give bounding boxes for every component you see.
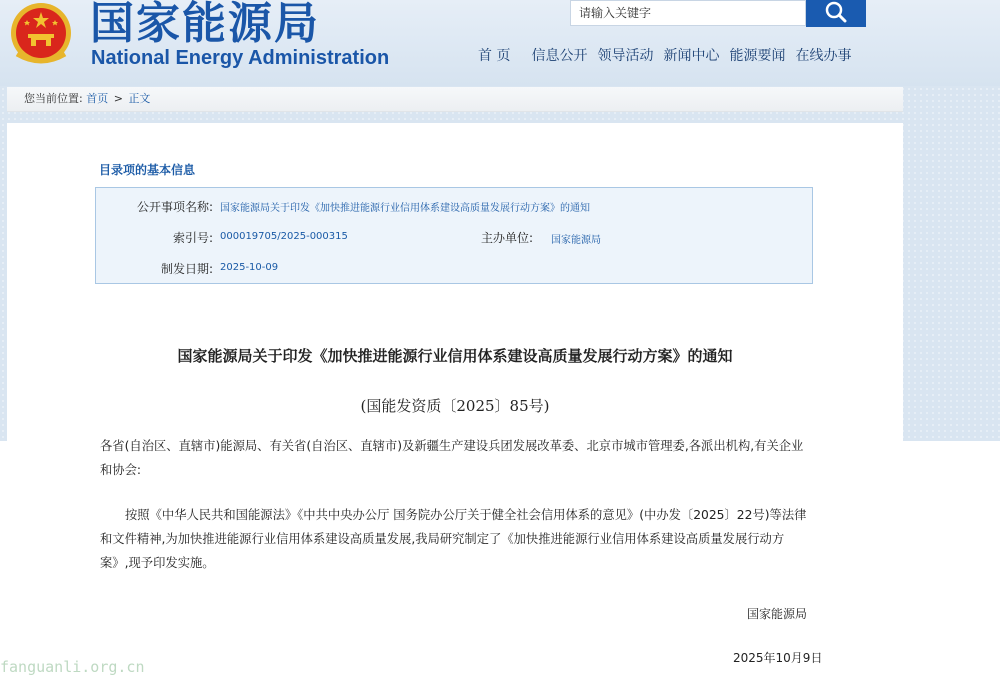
breadcrumb-home-link[interactable]: 首页 xyxy=(86,92,109,105)
index-value: 000019705/2025-000315 xyxy=(220,231,348,242)
search-button[interactable] xyxy=(806,0,866,27)
info-heading: 目录项的基本信息 xyxy=(99,163,196,177)
document-number: (国能发资质〔2025〕85号) xyxy=(360,397,550,415)
date-value: 2025-10-09 xyxy=(220,262,279,273)
site-title-english[interactable]: National Energy Administration xyxy=(91,47,390,69)
search-input[interactable] xyxy=(570,0,806,26)
info-table xyxy=(95,187,813,284)
nav-news-center[interactable]: 新闻中心 xyxy=(663,48,720,64)
site-title[interactable]: 国家能源局 xyxy=(90,0,320,49)
breadcrumb-separator: > xyxy=(113,92,123,105)
breadcrumb xyxy=(7,87,903,112)
nav-online-services[interactable]: 在线办事 xyxy=(795,48,852,64)
search-icon xyxy=(823,1,849,23)
sponsor-label: 主办单位: xyxy=(480,231,533,245)
item-name-label: 公开事项名称: xyxy=(136,200,213,214)
main-nav xyxy=(478,46,861,66)
sponsor-value: 国家能源局 xyxy=(551,235,601,246)
index-label: 索引号: xyxy=(172,231,213,245)
item-name-value: 国家能源局关于印发《加快推进能源行业信用体系建设高质量发展行动方案》的通知 xyxy=(220,203,590,214)
document-signature: 国家能源局 xyxy=(747,607,808,621)
date-label: 制发日期: xyxy=(160,262,213,276)
breadcrumb-current[interactable]: 正文 xyxy=(128,92,151,105)
site-header xyxy=(0,0,1000,86)
national-emblem-icon[interactable] xyxy=(7,2,75,66)
document-date: 2025年10月9日 xyxy=(733,651,823,665)
nav-info-disclosure[interactable]: 信息公开 xyxy=(531,48,588,64)
watermark-text: fanguanli.org.cn xyxy=(0,658,145,676)
nav-home[interactable]: 首 页 xyxy=(478,48,511,64)
nav-energy-news[interactable]: 能源要闻 xyxy=(729,48,786,64)
breadcrumb-label: 您当前位置: xyxy=(24,92,83,105)
document-body: 按照《中华人民共和国能源法》《中共中央办公厅 国务院办公厅关于健全社会信用体系的意见》(中办发〔2025〕22号)等法律和文件精神,为加快推进能源行业信用体系建设高质量发展,我局研究制定了《加快推进能源行业信用体系建设高质量发展行动方案》,现予印发实施。 xyxy=(100,508,807,570)
article-content xyxy=(7,123,903,677)
nav-leader-activities[interactable]: 领导活动 xyxy=(597,48,654,64)
document-recipients: 各省(自治区、直辖市)能源局、有关省(自治区、直辖市)及新疆生产建设兵团发展改革委、北京市城市管理委,各派出机构,有关企业和协会: xyxy=(100,439,804,477)
document-title: 国家能源局关于印发《加快推进能源行业信用体系建设高质量发展行动方案》的通知 xyxy=(177,347,733,365)
